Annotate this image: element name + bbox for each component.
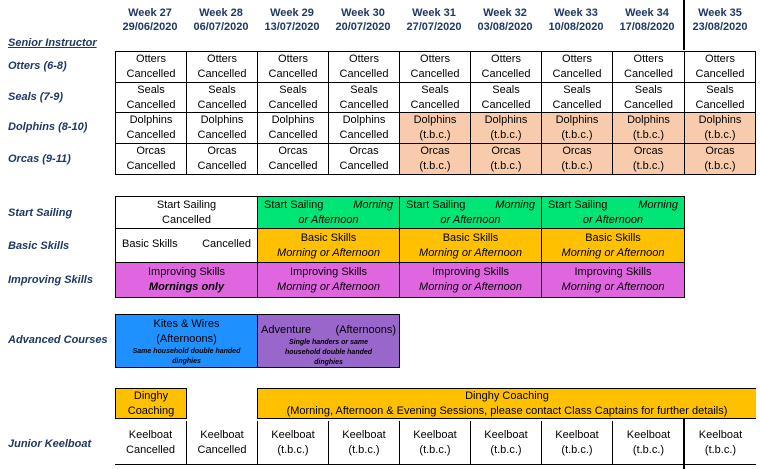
week-label: Week 29 bbox=[270, 7, 314, 19]
improving-skills-cell: Improving Skills Morning or Afternoon bbox=[399, 262, 542, 298]
otters-cell: Otters Cancelled bbox=[115, 51, 187, 83]
week-label: Week 28 bbox=[199, 7, 243, 19]
keelboat-cell: Keelboat (t.b.c.) bbox=[399, 421, 471, 465]
senior-instructor-label: Senior Instructor bbox=[8, 37, 97, 49]
week-date: 13/07/2020 bbox=[264, 21, 320, 33]
week-label: Week 34 bbox=[625, 7, 669, 19]
seals-cell: Seals Cancelled bbox=[115, 82, 187, 113]
improving-skills-cell: Improving Skills Mornings only bbox=[115, 262, 258, 298]
seals-label: Seals (7-9) bbox=[8, 91, 64, 103]
junior-keelboat-label: Junior Keelboat bbox=[8, 438, 92, 450]
week-header-28 bbox=[186, 6, 256, 34]
orcas-cell: Orcas Cancelled bbox=[186, 143, 258, 175]
week-label: Week 35 bbox=[698, 7, 742, 19]
dolphins-cell-tbc: Dolphins (t.b.c.) bbox=[684, 112, 756, 144]
week-header-35 bbox=[685, 6, 755, 34]
dolphins-cell: Dolphins Cancelled bbox=[115, 112, 187, 144]
week-date: 17/08/2020 bbox=[619, 21, 675, 33]
improving-skills-cell: Improving Skills Morning or Afternoon bbox=[541, 262, 685, 298]
dolphins-cell-tbc: Dolphins (t.b.c.) bbox=[541, 112, 613, 144]
otters-cell: Otters Cancelled bbox=[399, 51, 471, 83]
dolphins-cell-tbc: Dolphins (t.b.c.) bbox=[612, 112, 685, 144]
week-date: 10/08/2020 bbox=[548, 21, 604, 33]
orcas-cell-tbc: Orcas (t.b.c.) bbox=[541, 143, 613, 175]
start-sailing-cell: Start Sailing Morning or Afternoon bbox=[541, 196, 685, 229]
week-header-32 bbox=[470, 6, 540, 34]
improving-skills-label: Improving Skills bbox=[8, 274, 93, 286]
week-date: 29/06/2020 bbox=[122, 21, 178, 33]
otters-cell: Otters Cancelled bbox=[257, 51, 329, 83]
keelboat-cell: Keelboat Cancelled bbox=[186, 421, 258, 465]
orcas-label: Orcas (9-11) bbox=[8, 153, 71, 165]
seals-cell: Seals Cancelled bbox=[470, 82, 542, 113]
basic-skills-cancelled-cell: Basic Skills Cancelled bbox=[115, 228, 258, 263]
week-header-30 bbox=[328, 6, 398, 34]
week-label: Week 27 bbox=[128, 7, 172, 19]
dolphins-cell-tbc: Dolphins (t.b.c.) bbox=[399, 112, 471, 144]
improving-skills-cell: Improving Skills Morning or Afternoon bbox=[257, 262, 400, 298]
week-header-27 bbox=[115, 6, 185, 34]
otters-cell: Otters Cancelled bbox=[612, 51, 685, 83]
start-sailing-cell: Start Sailing Morning or Afternoon bbox=[257, 196, 400, 229]
otters-cell: Otters Cancelled bbox=[470, 51, 542, 83]
week-label: Week 31 bbox=[412, 7, 456, 19]
dolphins-cell: Dolphins Cancelled bbox=[328, 112, 400, 144]
seals-cell: Seals Cancelled bbox=[399, 82, 471, 113]
dolphins-cell: Dolphins Cancelled bbox=[257, 112, 329, 144]
dolphins-cell-tbc: Dolphins (t.b.c.) bbox=[470, 112, 542, 144]
basic-skills-cell: Basic Skills Morning or Afternoon bbox=[541, 228, 685, 263]
start-sailing-label: Start Sailing bbox=[8, 207, 73, 219]
otters-cell: Otters Cancelled bbox=[186, 51, 258, 83]
advanced-courses-label: Advanced Courses bbox=[8, 334, 108, 346]
orcas-cell-tbc: Orcas (t.b.c.) bbox=[684, 143, 756, 175]
week-header-33 bbox=[541, 6, 611, 34]
week35-separator-top bbox=[683, 0, 685, 50]
keelboat-cell: Keelboat (t.b.c.) bbox=[470, 421, 542, 465]
seals-cell: Seals Cancelled bbox=[684, 82, 756, 113]
week-header-29 bbox=[257, 6, 327, 34]
week-header-31 bbox=[399, 6, 469, 34]
keelboat-cell: Keelboat (t.b.c.) bbox=[257, 421, 329, 465]
orcas-cell-tbc: Orcas (t.b.c.) bbox=[470, 143, 542, 175]
keelboat-cell: Keelboat (t.b.c.) bbox=[541, 421, 613, 465]
week-date: 03/08/2020 bbox=[477, 21, 533, 33]
otters-label: Otters (6-8) bbox=[8, 60, 67, 72]
keelboat-cell: Keelboat (t.b.c.) bbox=[698, 429, 743, 456]
otters-cell: Otters Cancelled bbox=[541, 51, 613, 83]
basic-skills-label: Basic Skills bbox=[8, 240, 70, 252]
week-header-34 bbox=[612, 6, 682, 34]
seals-cell: Seals Cancelled bbox=[612, 82, 685, 113]
basic-skills-cell: Basic Skills Morning or Afternoon bbox=[399, 228, 542, 263]
week-date: 27/07/2020 bbox=[406, 21, 462, 33]
otters-cell: Otters Cancelled bbox=[328, 51, 400, 83]
keelboat-cell: Keelboat (t.b.c.) bbox=[612, 421, 684, 465]
week-date: 20/07/2020 bbox=[335, 21, 391, 33]
week-label: Week 30 bbox=[341, 7, 385, 19]
week-label: Week 33 bbox=[554, 7, 598, 19]
otters-cell: Otters Cancelled bbox=[684, 51, 756, 83]
week-date: 06/07/2020 bbox=[193, 21, 249, 33]
dolphins-label: Dolphins (8-10) bbox=[8, 121, 88, 133]
start-sailing-cancelled-cell: Start Sailing Cancelled bbox=[115, 196, 258, 229]
orcas-cell: Orcas Cancelled bbox=[328, 143, 400, 175]
orcas-cell-tbc: Orcas (t.b.c.) bbox=[399, 143, 471, 175]
keelboat-cell: Keelboat (t.b.c.) bbox=[328, 421, 400, 465]
kites-and-wires-cell: Kites & Wires (Afternoons) Same household double handed dinghies bbox=[115, 314, 258, 368]
orcas-cell-tbc: Orcas (t.b.c.) bbox=[612, 143, 685, 175]
seals-cell: Seals Cancelled bbox=[541, 82, 613, 113]
orcas-cell: Orcas Cancelled bbox=[115, 143, 187, 175]
orcas-cell: Orcas Cancelled bbox=[257, 143, 329, 175]
start-sailing-cell: Start Sailing Morning or Afternoon bbox=[399, 196, 542, 229]
basic-skills-cell: Basic Skills Morning or Afternoon bbox=[257, 228, 400, 263]
keelboat-cell: Keelboat Cancelled bbox=[115, 421, 187, 465]
week-date: 23/08/2020 bbox=[692, 21, 748, 33]
seals-cell: Seals Cancelled bbox=[328, 82, 400, 113]
adventure-cell: Adventure (Afternoons) Single handers or same household double handed dinghies bbox=[257, 314, 400, 368]
seals-cell: Seals Cancelled bbox=[257, 82, 329, 113]
seals-cell: Seals Cancelled bbox=[186, 82, 258, 113]
dolphins-cell: Dolphins Cancelled bbox=[186, 112, 258, 144]
dinghy-coaching-wide-cell: Dinghy Coaching (Morning, Afternoon & Evening Sessions, please contact Class Captains for further details) bbox=[257, 388, 756, 419]
dinghy-coaching-cell: Dinghy Coaching bbox=[115, 388, 187, 419]
week-label: Week 32 bbox=[483, 7, 527, 19]
keelboat-bottom-rule bbox=[115, 464, 756, 465]
